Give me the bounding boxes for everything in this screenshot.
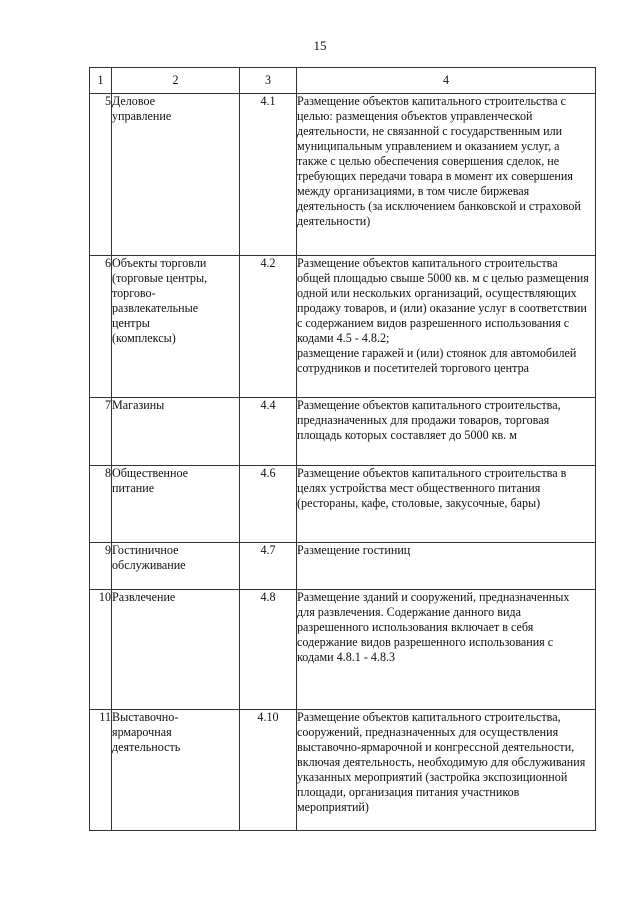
desc-line: мероприятий) <box>297 800 369 814</box>
name-line: ярмарочная <box>112 725 172 739</box>
desc-line: разрешенного использования включает в себя <box>297 620 534 634</box>
row-number: 6 <box>90 256 112 398</box>
name-line: Гостиничное <box>112 543 179 557</box>
row-description <box>297 590 596 710</box>
row-name <box>112 94 240 256</box>
row-number: 8 <box>90 466 112 543</box>
desc-line: также с целью обеспечения совершения сделок, не <box>297 154 560 168</box>
row-name <box>112 543 240 590</box>
name-line: Магазины <box>112 398 165 412</box>
desc-line: деятельности, не связанной с государственным или <box>297 124 563 138</box>
row-code: 4.1 <box>240 94 297 256</box>
desc-line: кодами 4.5 - 4.8.2; <box>297 331 390 345</box>
table-header-row <box>90 68 596 94</box>
name-line: (комплексы) <box>112 331 176 345</box>
row-description <box>297 543 596 590</box>
table-row <box>90 94 596 256</box>
row-description <box>297 94 596 256</box>
table-row <box>90 466 596 543</box>
row-name <box>112 256 240 398</box>
desc-line: для развлечения. Содержание данного вида <box>297 605 521 619</box>
name-line: Выставочно- <box>112 710 179 724</box>
desc-line: деятельность (за исключением банковской и страховой <box>297 199 581 213</box>
row-number: 5 <box>90 94 112 256</box>
desc-line: указанных мероприятий (застройка экспозиционной <box>297 770 568 784</box>
row-description <box>297 398 596 466</box>
row-description <box>297 466 596 543</box>
desc-line: Размещение объектов капитального строительства с <box>297 94 566 108</box>
desc-line: Размещение объектов капитального строительства, <box>297 710 561 724</box>
name-line: центры <box>112 316 150 330</box>
row-number: 10 <box>90 590 112 710</box>
row-code: 4.10 <box>240 710 297 831</box>
row-number: 7 <box>90 398 112 466</box>
name-line: питание <box>112 481 155 495</box>
row-number: 9 <box>90 543 112 590</box>
desc-line: кодами 4.8.1 - 4.8.3 <box>297 650 396 664</box>
page-number: 15 <box>313 38 327 53</box>
desc-line: сооружений, предназначенных для осуществления <box>297 725 559 739</box>
name-line: Развлечение <box>112 590 176 604</box>
desc-line: Размещение объектов капитального строительства, <box>297 398 561 412</box>
header-col-1: 1 <box>90 68 112 94</box>
land-use-table <box>89 67 596 831</box>
desc-line: размещение гаражей и (или) стоянок для автомобилей <box>297 346 577 360</box>
row-code: 4.8 <box>240 590 297 710</box>
desc-line: (рестораны, кафе, столовые, закусочные, бары) <box>297 496 541 510</box>
row-code: 4.7 <box>240 543 297 590</box>
table-row <box>90 256 596 398</box>
desc-line: содержание видов разрешенного использования с <box>297 635 554 649</box>
desc-line: целью: размещения объектов управленческой <box>297 109 533 123</box>
desc-line: предназначенных для продажи товаров, торговая <box>297 413 550 427</box>
row-number: 11 <box>90 710 112 831</box>
header-col-2: 2 <box>112 68 240 94</box>
desc-line: одной или нескольких организаций, осуществляющих <box>297 286 577 300</box>
name-line: торгово- <box>112 286 156 300</box>
header-col-4: 4 <box>297 68 596 94</box>
row-name <box>112 710 240 831</box>
desc-line: Размещение гостиниц <box>297 543 411 557</box>
desc-line: сотрудников и посетителей торгового центра <box>297 361 529 375</box>
row-description <box>297 256 596 398</box>
name-line: развлекательные <box>112 301 199 315</box>
desc-line: площади, организация питания участников <box>297 785 520 799</box>
header-col-3: 3 <box>240 68 297 94</box>
row-name <box>112 466 240 543</box>
row-code: 4.4 <box>240 398 297 466</box>
desc-line: выставочно-ярмарочной и конгрессной деятельности, <box>297 740 575 754</box>
row-description <box>297 710 596 831</box>
desc-line: площадь которых составляет до 5000 кв. м <box>297 428 517 442</box>
table-row <box>90 543 596 590</box>
desc-line: требующих передачи товара в момент их совершения <box>297 169 573 183</box>
table-row <box>90 590 596 710</box>
name-line: Деловое <box>112 94 156 108</box>
desc-line: муниципальным управлением и оказанием услуг, а <box>297 139 560 153</box>
desc-line: продажу товаров, и (или) оказание услуг в соответствии <box>297 301 587 315</box>
name-line: Объекты торговли <box>112 256 207 270</box>
row-code: 4.2 <box>240 256 297 398</box>
name-line: (торговые центры, <box>112 271 208 285</box>
desc-line: Размещение объектов капитального строительства <box>297 256 558 270</box>
row-name <box>112 398 240 466</box>
name-line: деятельность <box>112 740 181 754</box>
desc-line: между организациями, в том числе биржевая <box>297 184 530 198</box>
table-row <box>90 710 596 831</box>
row-code: 4.6 <box>240 466 297 543</box>
name-line: Общественное <box>112 466 189 480</box>
desc-line: целях устройства мест общественного питания <box>297 481 541 495</box>
name-line: управление <box>112 109 172 123</box>
table-row <box>90 398 596 466</box>
desc-line: Размещение объектов капитального строительства в <box>297 466 567 480</box>
desc-line: деятельности) <box>297 214 371 228</box>
desc-line: включая деятельность, необходимую для обслуживания <box>297 755 586 769</box>
desc-line: Размещение зданий и сооружений, предназначенных <box>297 590 570 604</box>
desc-line: общей площадью свыше 5000 кв. м с целью размещения <box>297 271 589 285</box>
name-line: обслуживание <box>112 558 186 572</box>
row-name <box>112 590 240 710</box>
desc-line: с содержанием видов разрешенного использования с <box>297 316 570 330</box>
